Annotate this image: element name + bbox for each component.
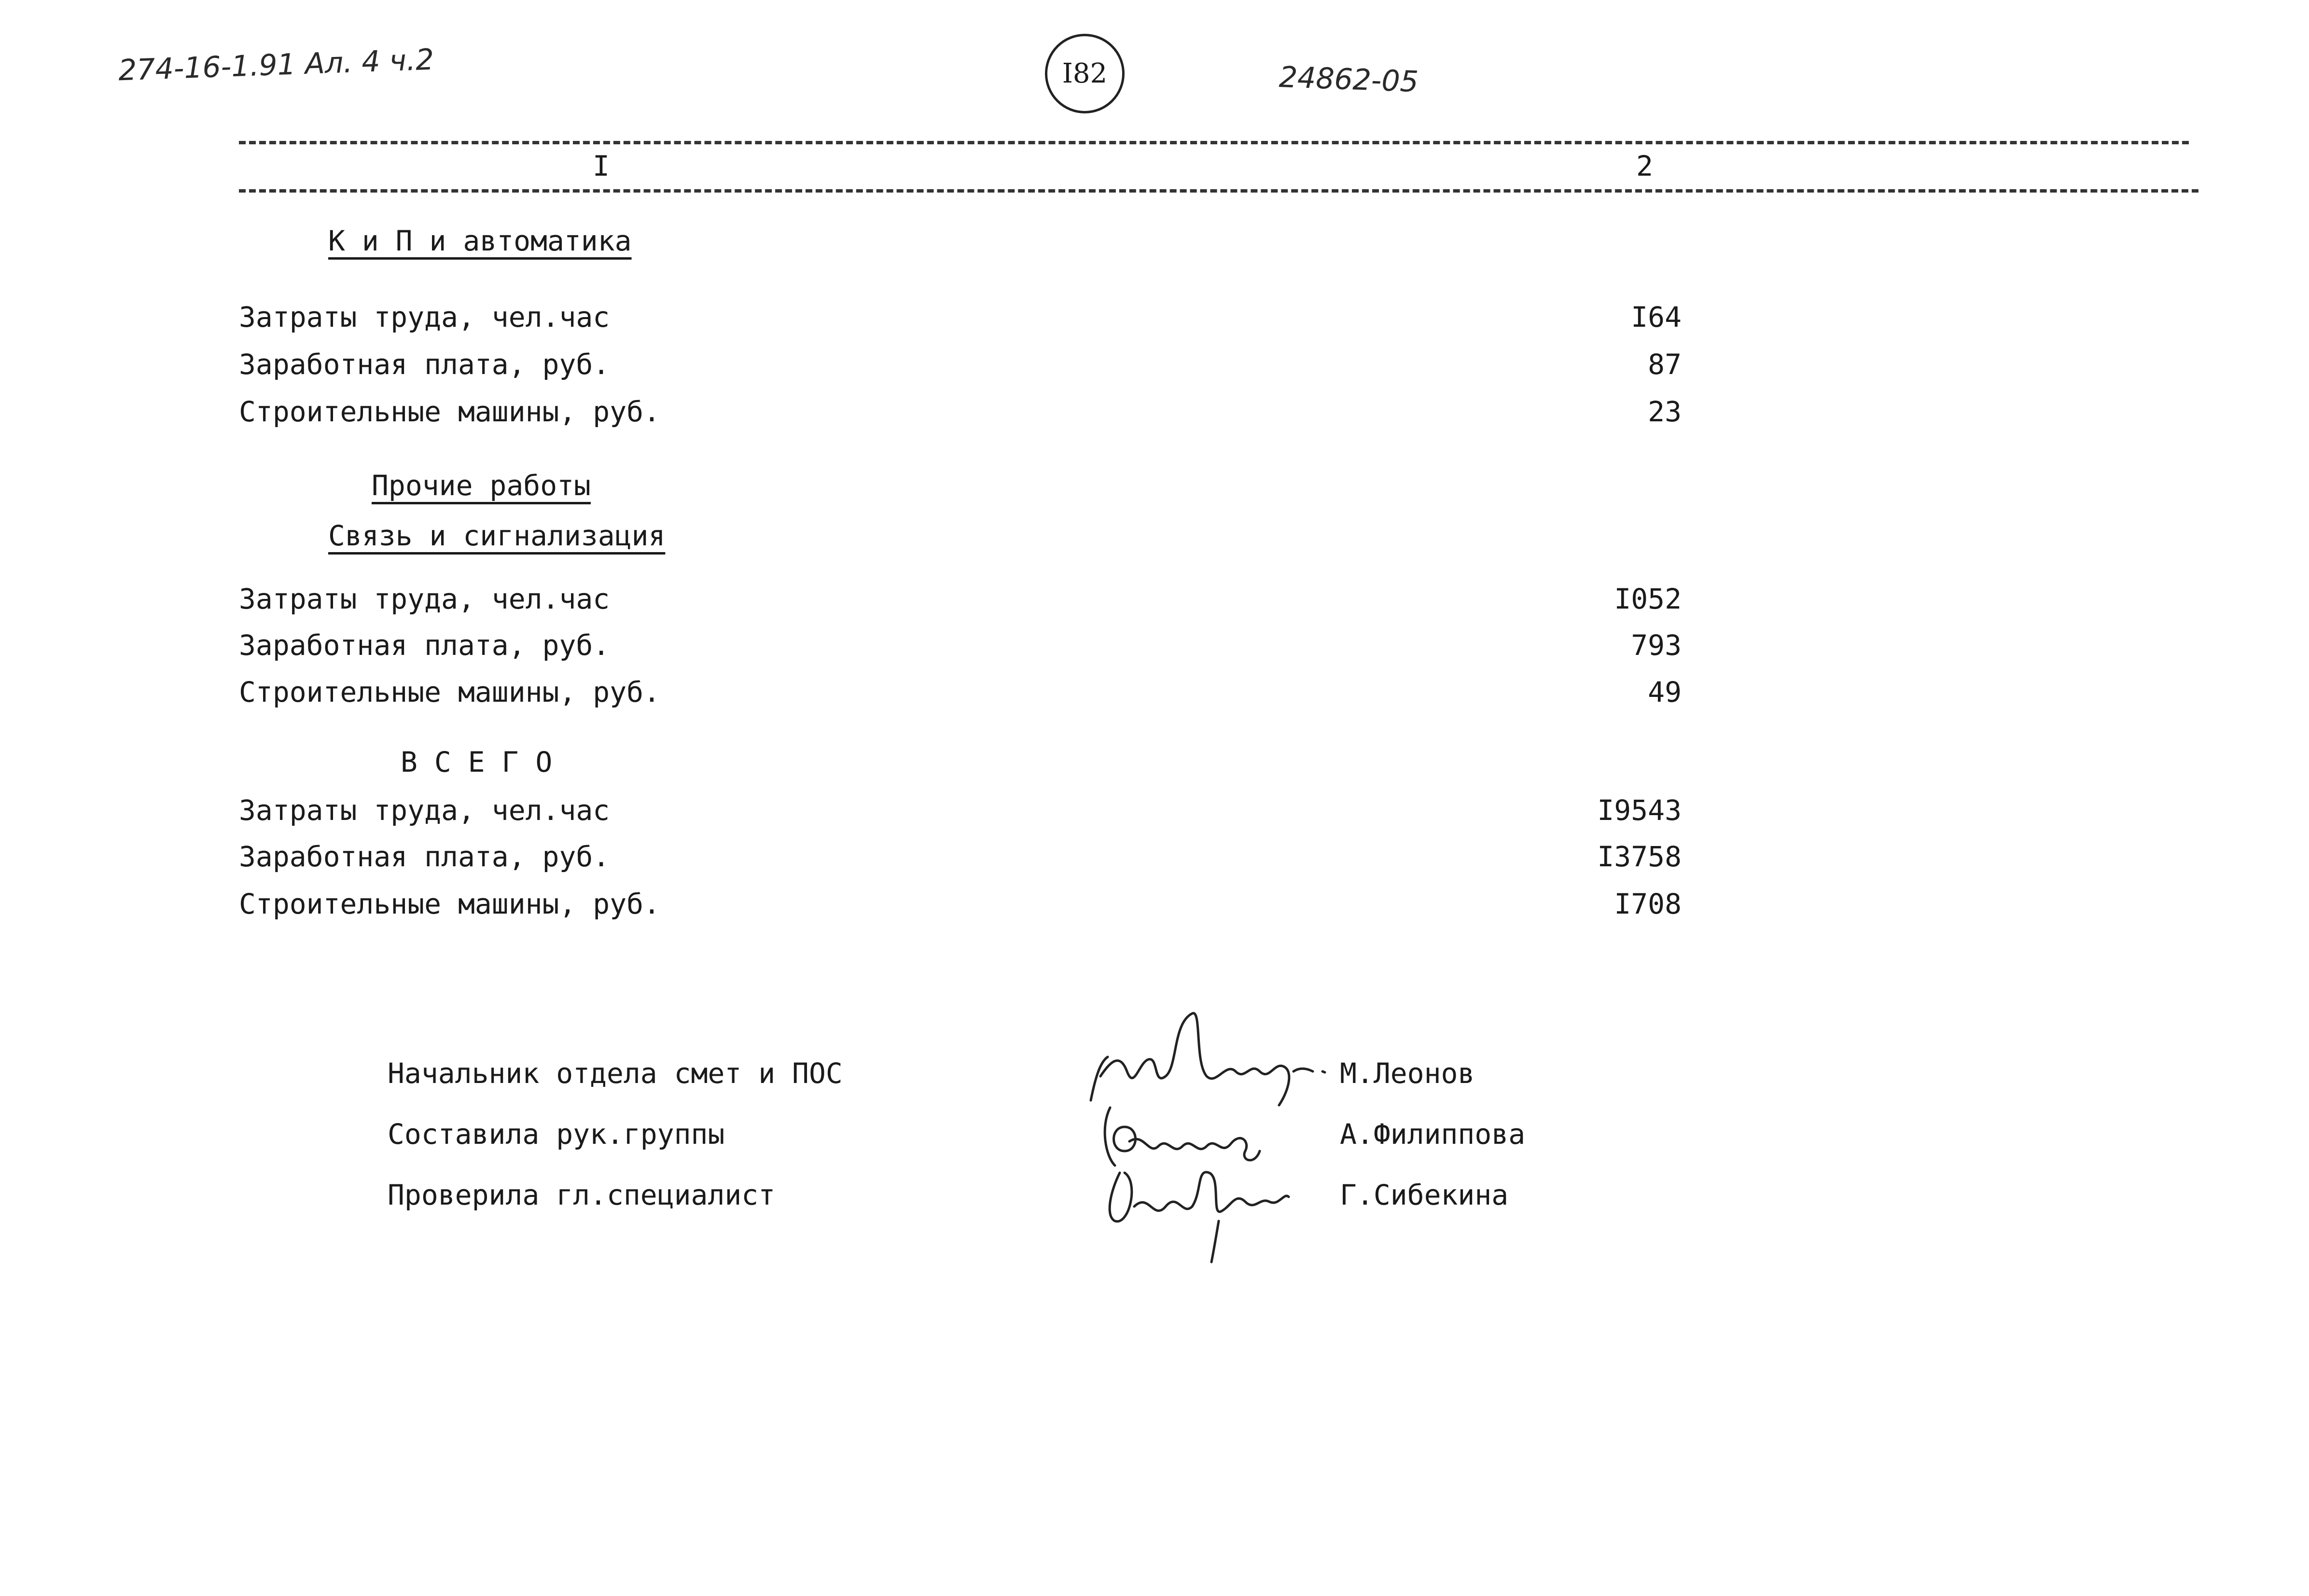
page-number: I82 [1062, 58, 1108, 89]
section-title-kip: К и П и автоматика [328, 224, 632, 257]
column-header-2: 2 [1636, 150, 1653, 182]
signature-role: Проверила гл.специалист [388, 1179, 776, 1211]
row-value: 793 [1631, 629, 1682, 662]
doc-ref-handwritten: 274-16-1.91 Ал. 4 ч.2 [117, 42, 435, 88]
section-title-total: В С Е Г О [401, 746, 553, 778]
row-label: Строительные машины, руб. [239, 395, 660, 428]
row-label: Затраты труда, чел.час [239, 583, 610, 615]
row-value: I64 [1631, 301, 1682, 333]
row-value: 49 [1648, 676, 1682, 708]
signature-role: Начальник отдела смет и ПОС [388, 1057, 843, 1090]
handwritten-signature-3 [1100, 1153, 1303, 1264]
dashed-rule-bottom [239, 189, 2198, 193]
section-subtitle-communication: Связь и сигнализация [328, 519, 666, 552]
page-number-circle [1045, 34, 1125, 113]
row-value: 87 [1648, 348, 1682, 381]
row-label: Затраты труда, чел.час [239, 301, 610, 333]
section-title-other-works: Прочие работы [372, 469, 591, 502]
row-value: I9543 [1597, 794, 1682, 827]
signature-name: А.Филиппова [1340, 1118, 1526, 1151]
row-label: Строительные машины, руб. [239, 676, 660, 708]
row-label: Заработная плата, руб. [239, 840, 610, 873]
row-label: Затраты труда, чел.час [239, 794, 610, 827]
doc-number-handwritten: 24862-05 [1278, 60, 1419, 99]
signature-role: Составила рук.группы [388, 1118, 725, 1151]
row-label: Строительные машины, руб. [239, 888, 660, 920]
signature-name: М.Леонов [1340, 1057, 1475, 1090]
row-value: I3758 [1597, 840, 1682, 873]
row-value: I052 [1614, 583, 1682, 615]
column-header-1: I [593, 150, 610, 182]
dashed-rule-top [239, 141, 2189, 144]
row-label: Заработная плата, руб. [239, 629, 610, 662]
row-label: Заработная плата, руб. [239, 348, 610, 381]
row-value: I708 [1614, 888, 1682, 920]
signature-name: Г.Сибекина [1340, 1179, 1509, 1211]
row-value: 23 [1648, 395, 1682, 428]
